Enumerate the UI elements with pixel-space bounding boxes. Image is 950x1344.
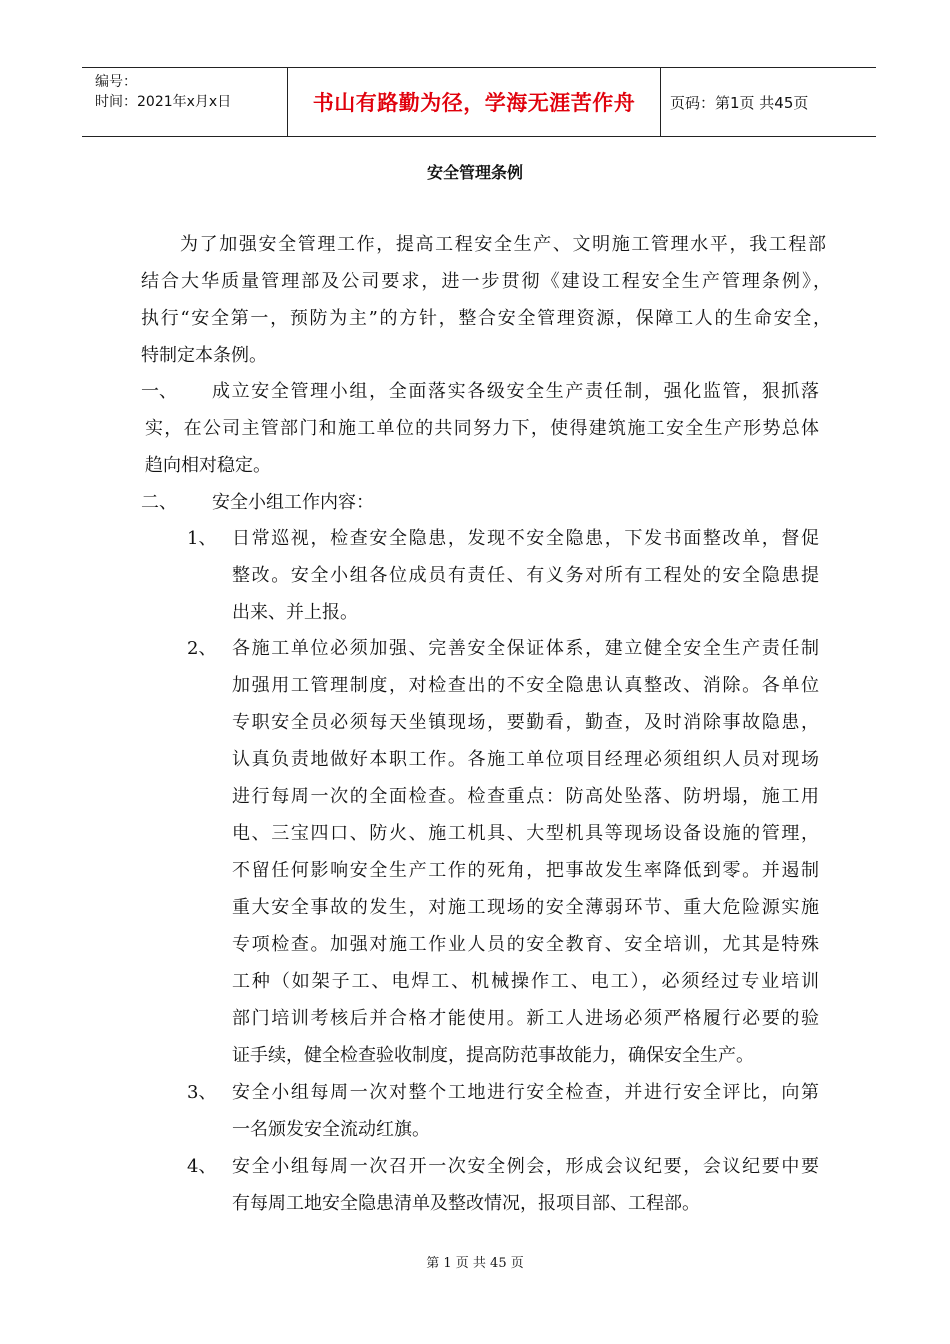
intro-line: 为了加强安全管理工作，提高工程安全生产、文明施工管理水平，我工程部 [180,234,826,255]
header-motto: 书山有路勤为径，学海无涯苦作舟 [312,91,636,115]
item-line: 有每周工地安全隐患清单及整改情况，报项目部、工程部。 [232,1193,700,1214]
header-page-info: 页码：第1页 共45页 [670,93,809,112]
item-line: 各施工单位必须加强、完善安全保证体系，建立健全安全生产责任制 [232,638,819,659]
intro-line: 结合大华质量管理部及公司要求，进一步贯彻《建设工程安全生产管理条例》， [141,271,831,292]
item-line: 安全小组每周一次召开一次安全例会，形成会议纪要，会议纪要中要 [232,1156,819,1177]
page-footer: 第 1 页 共 45 页 [426,1256,524,1271]
section-line: 安全小组工作内容： [212,492,374,513]
item-line: 进行每周一次的全面检查。检查重点：防高处坠落、防坍塌，施工用 [232,786,819,807]
item-line: 认真负责地做好本职工作。各施工单位项目经理必须组织人员对现场 [232,749,819,770]
section-line: 实，在公司主管部门和施工单位的共同努力下，使得建筑施工安全生产形势总体 [145,418,819,439]
item-line: 日常巡视，检查安全隐患，发现不安全隐患，下发书面整改单，督促 [232,528,819,549]
item-line: 专项检查。加强对施工作业人员的安全教育、安全培训，尤其是特殊 [232,934,819,955]
item-line: 不留任何影响安全生产工作的死角，把事故发生率降低到零。并遏制 [232,860,819,881]
intro-line: 执行“安全第一，预防为主”的方针，整合安全管理资源，保障工人的生命安全， [141,308,831,329]
item-line: 证手续，健全检查验收制度，提高防范事故能力，确保安全生产。 [232,1045,754,1066]
item-line: 整改。安全小组各位成员有责任、有义务对所有工程处的安全隐患提 [232,565,819,586]
item-number: 4、 [187,1156,217,1177]
item-line: 安全小组每周一次对整个工地进行安全检查，并进行安全评比，向第 [232,1082,819,1103]
section-line: 成立安全管理小组，全面落实各级安全生产责任制，强化监管，狠抓落 [212,381,819,402]
item-line: 加强用工管理制度，对检查出的不安全隐患认真整改、消除。各单位 [232,675,819,696]
intro-line: 特制定本条例。 [141,345,267,366]
item-line: 重大安全事故的发生，对施工现场的安全薄弱环节、重大危险源实施 [232,897,819,918]
header-divider [660,68,661,136]
item-line: 电、三宝四口、防火、施工机具、大型机具等现场设备设施的管理， [232,823,819,844]
item-line: 专职安全员必须每天坐镇现场，要勤看，勤查，及时消除事故隐患， [232,712,819,733]
item-number: 3、 [187,1082,217,1103]
item-number: 1、 [187,528,217,549]
item-line: 部门培训考核后并合格才能使用。新工人进场必须严格履行必要的验 [232,1008,819,1029]
item-line: 一名颁发安全流动红旗。 [232,1119,430,1140]
section-marker: 二、 [141,492,177,513]
document-header [82,67,876,137]
time-label: 时间：2021年x月x日 [95,94,232,110]
document-title: 安全管理条例 [426,163,523,182]
section-line: 趋向相对稳定。 [145,455,271,476]
section-marker: 一、 [141,381,177,402]
header-meta [82,68,287,136]
item-line: 工种（如架子工、电焊工、机械操作工、电工），必须经过专业培训 [232,971,819,992]
item-number: 2、 [187,638,217,659]
item-line: 出来、并上报。 [232,602,358,623]
number-label: 编号： [95,74,137,90]
